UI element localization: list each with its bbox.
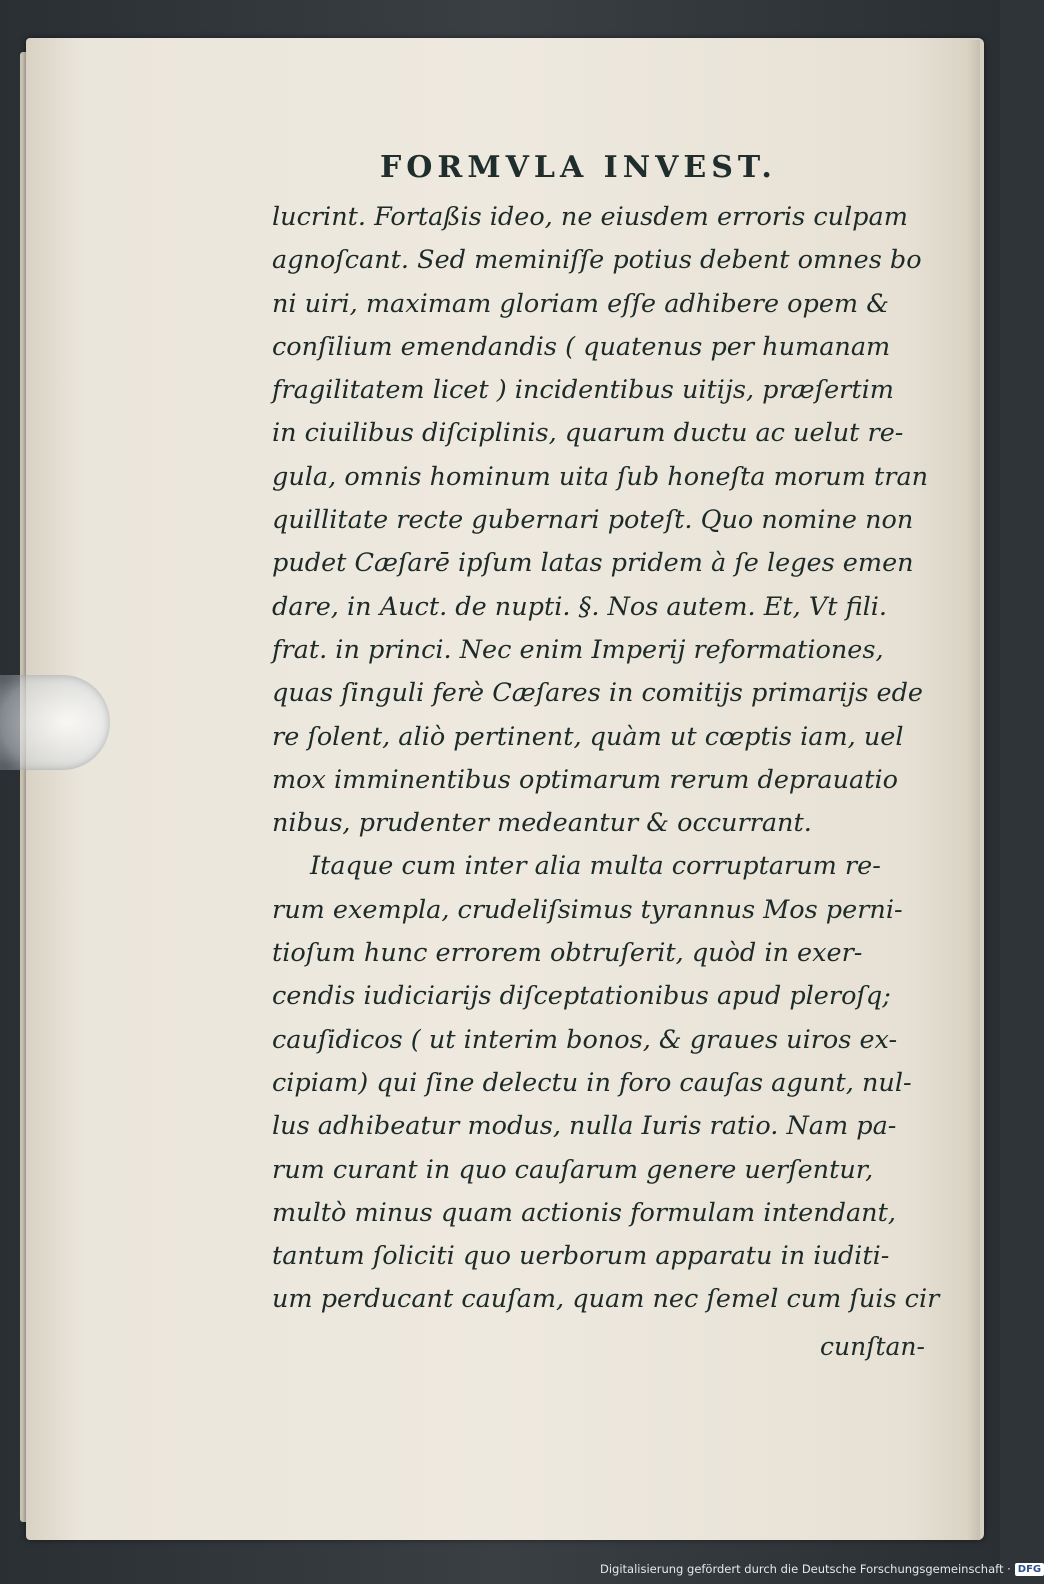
catchword: cunſtan- [820, 1332, 925, 1361]
text-line: gula, omnis hominum uita ſub honeſta morum tran [272, 461, 929, 492]
paragraph-start-line: Itaque cum inter alia multa corruptarum re- [310, 851, 881, 882]
text-line: nibus, prudenter medeantur & occurrant. [272, 808, 812, 839]
text-line: rum curant in quo cauſarum genere uerſentur, [272, 1154, 874, 1185]
text-line: tantum ſoliciti quo uerborum apparatu in iuditi- [272, 1241, 890, 1272]
text-line: rum exempla, crudeliſsimus tyrannus Mos perni- [272, 894, 903, 925]
text-line: quillitate recte gubernari poteſt. Quo nomine non [272, 505, 914, 536]
credit-text: Digitalisierung gefördert durch die Deutsche Forschungsgemeinschaft · [600, 1562, 1011, 1576]
text-line: tioſum hunc errorem obtruſerit, quòd in exer- [272, 938, 863, 969]
text-line: fragilitatem licet ) incidentibus uitijs, præſertim [272, 375, 894, 406]
text-line: lus adhibeatur modus, nulla Iuris ratio. Nam pa- [272, 1111, 897, 1142]
text-line: multò minus quam actionis formulam intendant, [272, 1197, 896, 1228]
text-line: cauſidicos ( ut interim bonos, & graues uiros ex- [272, 1024, 898, 1055]
text-line: lucrint. Fortaßis ideo, ne eiusdem erroris culpam [272, 202, 908, 232]
text-line: cipiam) qui ſine delectu in foro cauſas agunt, nul- [272, 1067, 912, 1098]
page-right-edge [966, 40, 980, 1540]
body-text [272, 196, 940, 1322]
text-line: in ciuilibus diſciplinis, quarum ductu ac uelut re- [272, 418, 904, 449]
text-line: pudet Cæſarē ipſum latas pridem à ſe leges emen [272, 548, 914, 579]
text-line: re ſolent, aliò pertinent, quàm ut cœptis iam, uel [272, 721, 904, 752]
digitization-credit [600, 1558, 1042, 1580]
text-line: conſilium emendandis ( quatenus per humanam [272, 331, 891, 362]
plastic-page-clip [0, 675, 110, 770]
text-line: mox imminentibus optimarum rerum deprauatio [272, 764, 899, 795]
text-line: um perducant cauſam, quam nec ſemel cum ſuis cir [272, 1284, 940, 1315]
text-line: frat. in princi. Nec enim Imperij reformationes, [272, 634, 884, 665]
text-line: agnoſcant. Sed meminiſſe potius debent omnes bo [272, 245, 922, 276]
text-line: quas ſinguli ferè Cæſares in comitijs primarijs ede [272, 678, 923, 709]
running-title: FORMVLA INVEST. [380, 150, 777, 185]
dfg-logo: DFG [1015, 1563, 1044, 1576]
text-line: cendis iudiciarijs diſceptationibus apud pleroſq; [272, 981, 891, 1012]
text-line: dare, in Auct. de nupti. §. Nos autem. Et, Vt fili. [272, 591, 888, 622]
text-line: ni uiri, maximam gloriam eſſe adhibere opem & [272, 288, 889, 319]
